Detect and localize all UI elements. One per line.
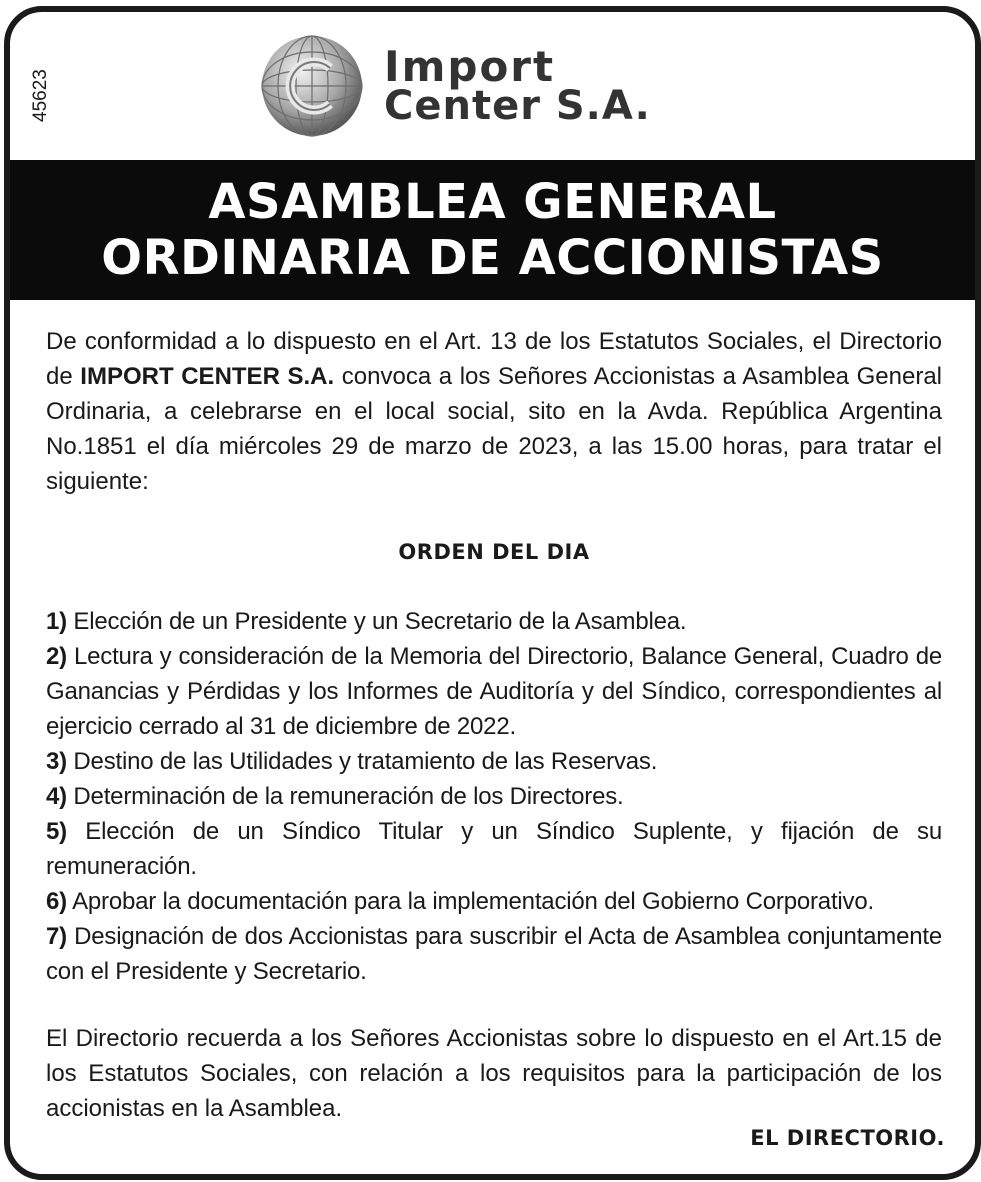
agenda-heading: ORDEN DEL DIA [398,540,590,564]
agenda-item-text: Determinación de la remuneración de los Directores. [66,783,624,810]
title-line-2: ORDINARIA DE ACCIONISTAS [101,230,884,286]
title-banner [10,160,975,300]
globe-logo-icon [260,34,364,138]
agenda-item-number: 5) [46,818,67,845]
intro-paragraph [46,324,942,499]
agenda-item-number: 6) [46,888,67,915]
brand-line-1: Import [384,42,556,91]
agenda-item-number: 3) [46,748,67,775]
agenda-item-text: Lectura y consideración de la Memoria del Directorio, Balance General, Cuadro de Ganancias y Pérdidas y los Informes de Auditoría y del Síndico, correspondientes al ejercicio cerrado al 31 de diciembre de 2022. [46,643,942,740]
title-line-1: ASAMBLEA GENERAL [208,174,777,230]
agenda-list [46,604,942,989]
ad-reference-number: 45623 [30,69,51,123]
notice-frame [4,6,981,1180]
agenda-item [46,604,942,639]
intro-text-before: De conformidad a lo dispuesto en el Art. 13 de los Estatutos Sociales, el Directorio de [46,328,942,390]
brand-name [384,42,651,129]
agenda-item [46,814,942,884]
agenda-item-text: Elección de un Síndico Titular y un Síndico Suplente, y fijación de su remuneración. [46,818,942,880]
intro-text-after: convoca a los Señores Accionistas a Asamblea General Ordinaria, a celebrarse en el local social, sito en la Avda. República Argentina No.1851 el día miércoles 29 de marzo de 2023, a las 15.00 horas, para tratar el siguiente: [46,363,942,495]
agenda-item-number: 2) [46,643,67,670]
notice-body [46,324,942,1126]
brand-line-2: Center S.A. [384,83,651,129]
closing-paragraph: El Directorio recuerda a los Señores Accionistas sobre lo dispuesto en el Art.15 de los Estatutos Sociales, con relación a los requisitos para la participación de los accionistas en la Asamblea. [46,1025,942,1122]
agenda-item-text: Designación de dos Accionistas para suscribir el Acta de Asamblea conjuntamente con el Presidente y Secretario. [46,923,942,985]
agenda-item-text: Elección de un Presidente y un Secretario de la Asamblea. [66,608,687,635]
agenda-item [46,779,942,814]
agenda-item-number: 1) [46,608,67,635]
company-name: IMPORT CENTER S.A. [80,363,335,390]
agenda-item [46,744,942,779]
agenda-item [46,639,942,744]
signature: EL DIRECTORIO. [750,1126,945,1150]
agenda-item-number: 7) [46,923,67,950]
agenda-item-text: Destino de las Utilidades y tratamiento de las Reservas. [66,748,658,775]
agenda-item [46,884,942,919]
agenda-item-number: 4) [46,783,67,810]
company-logo [260,36,760,136]
agenda-item [46,919,942,989]
agenda-item-text: Aprobar la documentación para la implementación del Gobierno Corporativo. [66,888,874,915]
